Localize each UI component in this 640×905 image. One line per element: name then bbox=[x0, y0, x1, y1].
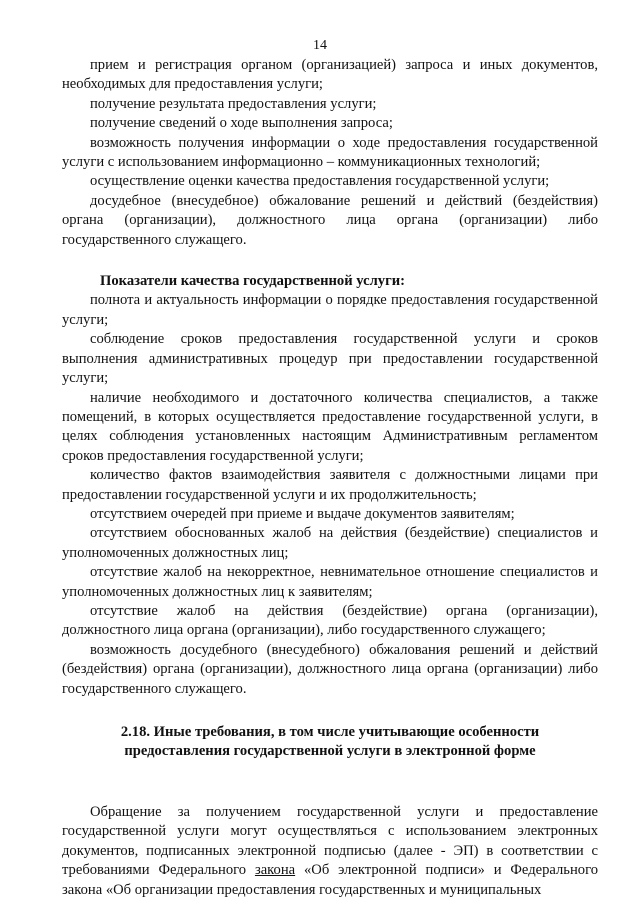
quality-heading: Показатели качества государственной услуги: bbox=[100, 273, 405, 290]
intro-item: прием и регистрация органом (организацией) запроса и иных документов, необходимых для предоставления услуги; bbox=[62, 57, 598, 93]
quality-item: полнота и актуальность информации о порядке предоставления государственной услуги; bbox=[62, 292, 598, 328]
page-content bbox=[62, 56, 598, 900]
intro-item: осуществление оценки качества предоставления государственной услуги; bbox=[90, 173, 550, 190]
section-body bbox=[62, 803, 598, 900]
quality-item: количество фактов взаимодействия заявителя с должностными лицами при предоставлении государственной услуги и их продолжительность; bbox=[62, 467, 598, 503]
paragraph-spacer bbox=[62, 699, 598, 723]
paragraph-spacer bbox=[62, 250, 598, 272]
quality-item: соблюдение сроков предоставления государственной услуги и сроков выполнения административных процедур при предоставлении государственной услуги; bbox=[62, 331, 598, 387]
quality-item: возможность досудебного (внесудебного) обжалования решений и действий (бездействия) органа (организации), должностного лица органа (организации) либо государственного служащего. bbox=[62, 641, 598, 697]
quality-item: наличие необходимого и достаточного количества специалистов, а также помещений, в которых осуществляется предоставление государственной услуги, в целях соблюдения установленных настоящим Административным регламентом сроков предоставления государственной услуги; bbox=[62, 389, 598, 464]
section-title-line-1: 2.18. Иные требования, в том числе учитывающие особенности bbox=[120, 724, 540, 740]
quality-item: отсутствие жалоб на действия (бездействие) органа (организации), должностного лица органа (организации), либо государственного служащего; bbox=[62, 602, 598, 639]
intro-item: получение сведений о ходе выполнения запроса; bbox=[90, 115, 393, 132]
paragraph-spacer bbox=[62, 761, 598, 803]
section-body-text: Обращение за получением государственной услуги и предоставление государственной услуги могут осуществляться с использованием электронных документов, подписанных электронной подписью (далее - ЭП) в соответствии с требованиями Федерального bbox=[62, 804, 598, 879]
quality-item: отсутствием обоснованных жалоб на действия (бездействие) специалистов и уполномоченных должностных лиц; bbox=[62, 525, 598, 561]
intro-item: возможность получения информации о ходе предоставления государственной услуги с использованием информационно – коммуникационных технологий; bbox=[62, 134, 598, 171]
quality-item: отсутствием очередей при приеме и выдаче документов заявителям; bbox=[90, 505, 515, 522]
page-number: 14 bbox=[313, 38, 327, 53]
quality-item: отсутствие жалоб на некорректное, невнимательное отношение специалистов и уполномоченных должностных лиц к заявителям; bbox=[62, 564, 598, 600]
section-title-line-2: предоставления государственной услуги в электронной форме bbox=[124, 743, 536, 759]
intro-item: досудебное (внесудебное) обжалование решений и действий (бездействия) органа (организации), должностного лица органа (организации) либо государственного служащего. bbox=[62, 192, 598, 248]
intro-item: получение результата предоставления услуги; bbox=[90, 95, 377, 112]
section-body-text: «Об электронной подписи» и Федерального закона «Об организации предоставления государственных и муниципальных bbox=[62, 862, 598, 898]
law-reference-link[interactable]: закона bbox=[254, 862, 296, 879]
